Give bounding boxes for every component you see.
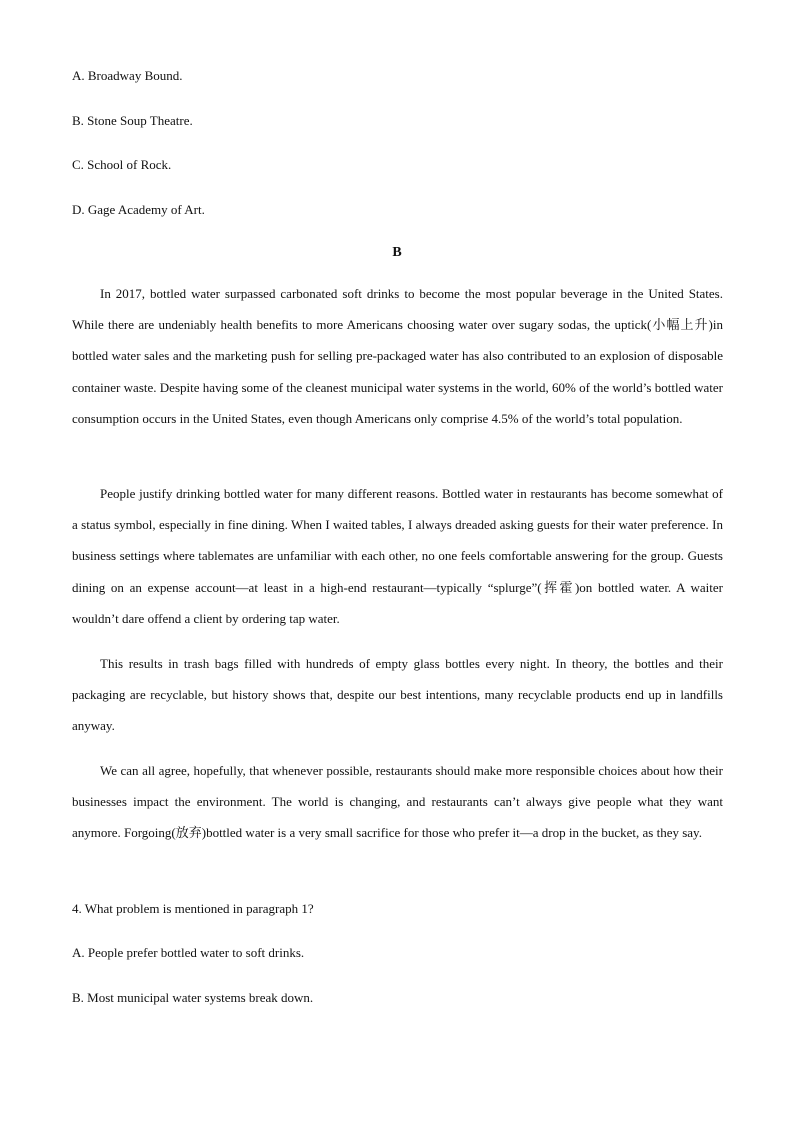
paragraph-3: This results in trash bags filled with hundreds of empty glass bottles every night. In theory, the bottles and their packaging are recyclable, but history shows that, despite our best intentions, many recyclable products end up in landfills anyway.: [72, 656, 723, 734]
option-d-prev: D. Gage Academy of Art.: [72, 202, 205, 217]
paragraph-2: People justify drinking bottled water for many different reasons. Bottled water in restaurants has become somewhat of a status symbol, especially in fine dining. When I waited tables, I always dreaded asking guests for their water preference. In business settings where tablemates are unfamiliar with each other, no one feels comfortable answering for the group. Guests dining on an expense account—at least in a high-end restaurant—typically “splurge”(挥霍)on bottled water. A waiter wouldn’t dare offend a client by ordering tap water.: [72, 486, 723, 626]
section-title: B: [392, 245, 402, 260]
paragraph-1: In 2017, bottled water surpassed carbonated soft drinks to become the most popular beverage in the United States. While there are undeniably health benefits to more Americans choosing water over sugary sodas, the uptick(小幅上升)in bottled water sales and the marketing push for selling pre-packaged water has also contributed to an explosion of disposable container waste. Despite having some of the cleanest municipal water systems in the world, 60% of the world’s bottled water consumption occurs in the United States, even though Americans only comprise 4.5% of the world’s total population.: [72, 286, 723, 426]
question-option-b: B. Most municipal water systems break down.: [72, 990, 314, 1005]
option-a-prev: A. Broadway Bound.: [72, 68, 183, 83]
question-option-a: A. People prefer bottled water to soft drinks.: [72, 945, 305, 960]
paragraph-4: We can all agree, hopefully, that whenever possible, restaurants should make more responsible choices about how their businesses impact the environment. The world is changing, and restaurants can’t always give people what they want anymore. Forgoing(放弃)bottled water is a very small sacrifice for those who prefer it—a drop in the bucket, as they say.: [72, 763, 723, 841]
option-c-prev: C. School of Rock.: [72, 157, 172, 172]
question-stem: 4. What problem is mentioned in paragraph 1?: [72, 901, 314, 916]
option-b-prev: B. Stone Soup Theatre.: [72, 113, 193, 128]
